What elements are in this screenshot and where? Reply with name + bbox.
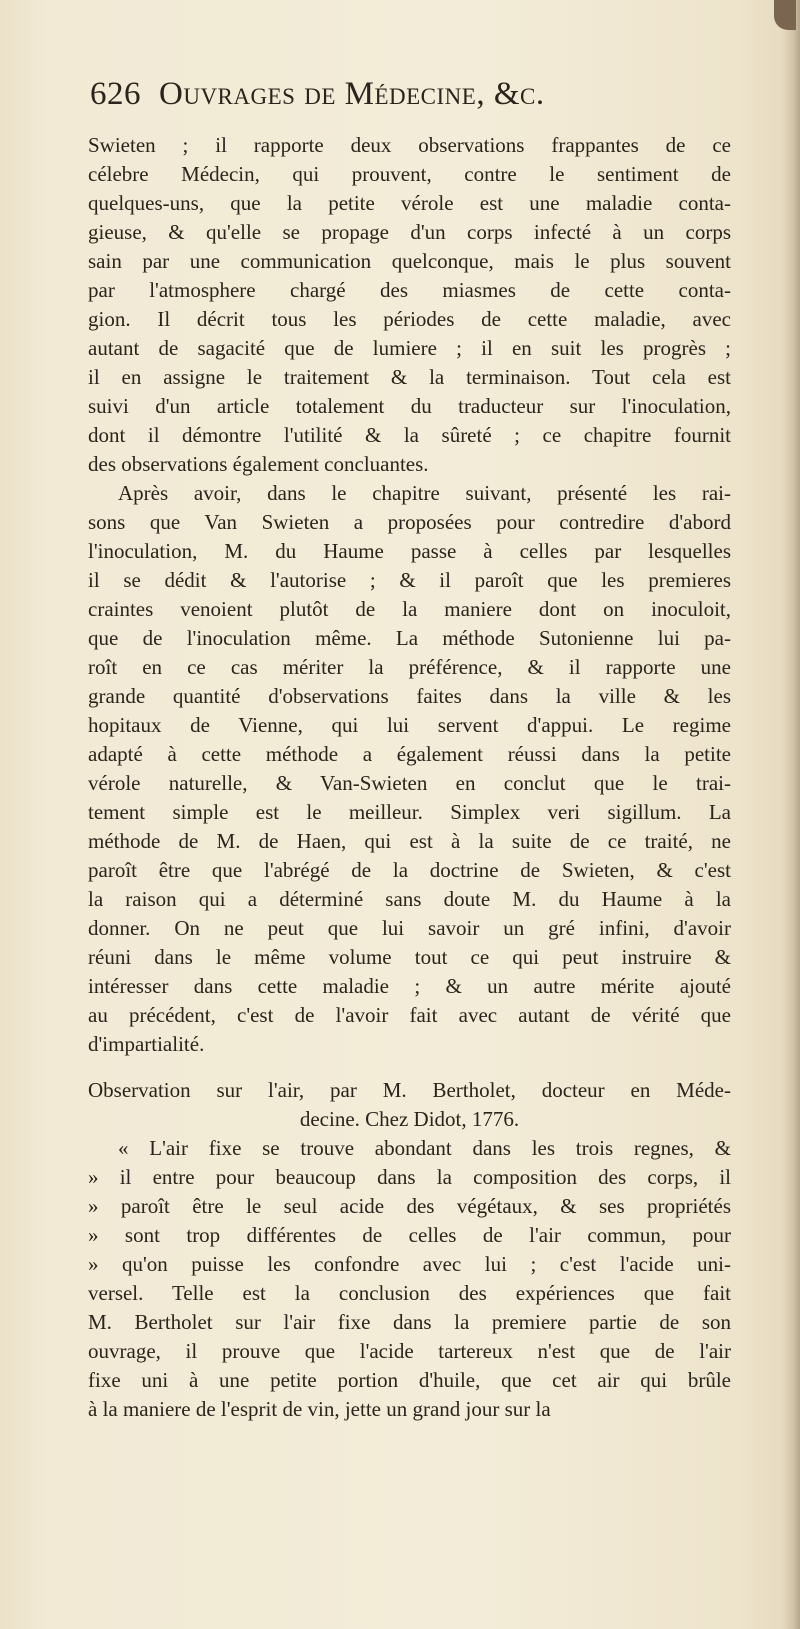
text-line: Après avoir, dans le chapitre suivant, présenté les rai-	[118, 481, 731, 505]
text-line: méthode de M. de Haen, qui est à la suite de ce traité, ne	[88, 829, 731, 853]
text-line: craintes venoient plutôt de la maniere dont on inoculoit,	[88, 597, 731, 621]
text-line: des observations également concluantes.	[88, 452, 429, 476]
text-line: par l'atmosphere chargé des miasmes de cette conta-	[88, 278, 731, 302]
text-line: l'inoculation, M. du Haume passe à celles par lesquelles	[88, 539, 731, 563]
text-line: sons que Van Swieten a proposées pour contredire d'abord	[88, 510, 731, 534]
text-line: grande quantité d'observations faites dans la ville & les	[88, 684, 731, 708]
text-line: autant de sagacité que de lumiere ; il en suit les progrès ;	[88, 336, 731, 360]
text-line: suivi d'un article totalement du traducteur sur l'inoculation,	[88, 394, 731, 418]
entry-imprint: decine. Chez Didot, 1776.	[299, 1107, 520, 1131]
quote-line: » qu'on puisse les confondre avec lui ; c'est l'acide uni-	[88, 1252, 731, 1276]
entry-title: Observation sur l'air, par M. Bertholet, docteur en Méde-	[88, 1078, 731, 1102]
text-line: hopitaux de Vienne, qui lui servent d'appui. Le regime	[88, 713, 731, 737]
text-line: paroît être que l'abrégé de la doctrine de Swieten, & c'est	[88, 858, 731, 882]
quote-line: ouvrage, il prouve que l'acide tartereux n'est que de l'air	[88, 1339, 731, 1363]
page-edge-shadow	[782, 0, 800, 1629]
text-line: il en assigne le traitement & la terminaison. Tout cela est	[88, 365, 731, 389]
page-number: 626	[90, 76, 141, 112]
quote-line: « L'air fixe se trouve abondant dans les trois regnes, &	[118, 1136, 731, 1160]
paragraph-2	[88, 479, 731, 1059]
quote-line: » sont trop différentes de celles de l'air commun, pour	[88, 1223, 731, 1247]
quote-line: versel. Telle est la conclusion des expériences que fait	[88, 1281, 731, 1305]
text-line: gion. Il décrit tous les périodes de cette maladie, avec	[88, 307, 731, 331]
text-line: donner. On ne peut que lui savoir un gré infini, d'avoir	[88, 916, 731, 940]
text-line: tement simple est le meilleur. Simplex veri sigillum. La	[88, 800, 731, 824]
section-gap	[88, 1059, 731, 1076]
text-line: vérole naturelle, & Van-Swieten en conclut que le trai-	[88, 771, 731, 795]
text-line: quelques-uns, que la petite vérole est une maladie conta-	[88, 191, 731, 215]
text-line: dont il démontre l'utilité & la sûreté ; ce chapitre fournit	[88, 423, 731, 447]
running-header	[90, 76, 710, 122]
quote-line: à la maniere de l'esprit de vin, jette un grand jour sur la	[88, 1397, 551, 1421]
text-line: il se dédit & l'autorise ; & il paroît que les premieres	[88, 568, 731, 592]
text-line: au précédent, c'est de l'avoir fait avec autant de vérité que	[88, 1003, 731, 1027]
text-line: gieuse, & qu'elle se propage d'un corps infecté à un corps	[88, 220, 731, 244]
text-line: que de l'inoculation même. La méthode Sutonienne lui pa-	[88, 626, 731, 650]
text-line: célebre Médecin, qui prouvent, contre le sentiment de	[88, 162, 731, 186]
quote-line: » il entre pour beaucoup dans la composition des corps, il	[88, 1165, 731, 1189]
page-corner-tab	[774, 0, 796, 30]
paragraph-1	[88, 131, 731, 479]
text-line: réuni dans le même volume tout ce qui peut instruire &	[88, 945, 731, 969]
text-line: roît en ce cas mériter la préférence, & il rapporte une	[88, 655, 731, 679]
quotation	[88, 1134, 731, 1424]
text-line: intéresser dans cette maladie ; & un autre mérite ajouté	[88, 974, 731, 998]
quote-line: fixe uni à une petite portion d'huile, que cet air qui brûle	[88, 1368, 731, 1392]
text-line: adapté à cette méthode a également réussi dans la petite	[88, 742, 731, 766]
text-line: sain par une communication quelconque, mais le plus souvent	[88, 249, 731, 273]
text-line: d'impartialité.	[88, 1032, 205, 1056]
page-text	[88, 131, 731, 1424]
running-title: Ouvrages de Médecine, &c.	[159, 76, 545, 112]
text-line: Swieten ; il rapporte deux observations frappantes de ce	[88, 133, 731, 157]
quote-line: » paroît être le seul acide des végétaux, & ses propriétés	[88, 1194, 731, 1218]
text-line: la raison qui a déterminé sans doute M. du Haume à la	[88, 887, 731, 911]
quote-line: M. Bertholet sur l'air fixe dans la premiere partie de son	[88, 1310, 731, 1334]
